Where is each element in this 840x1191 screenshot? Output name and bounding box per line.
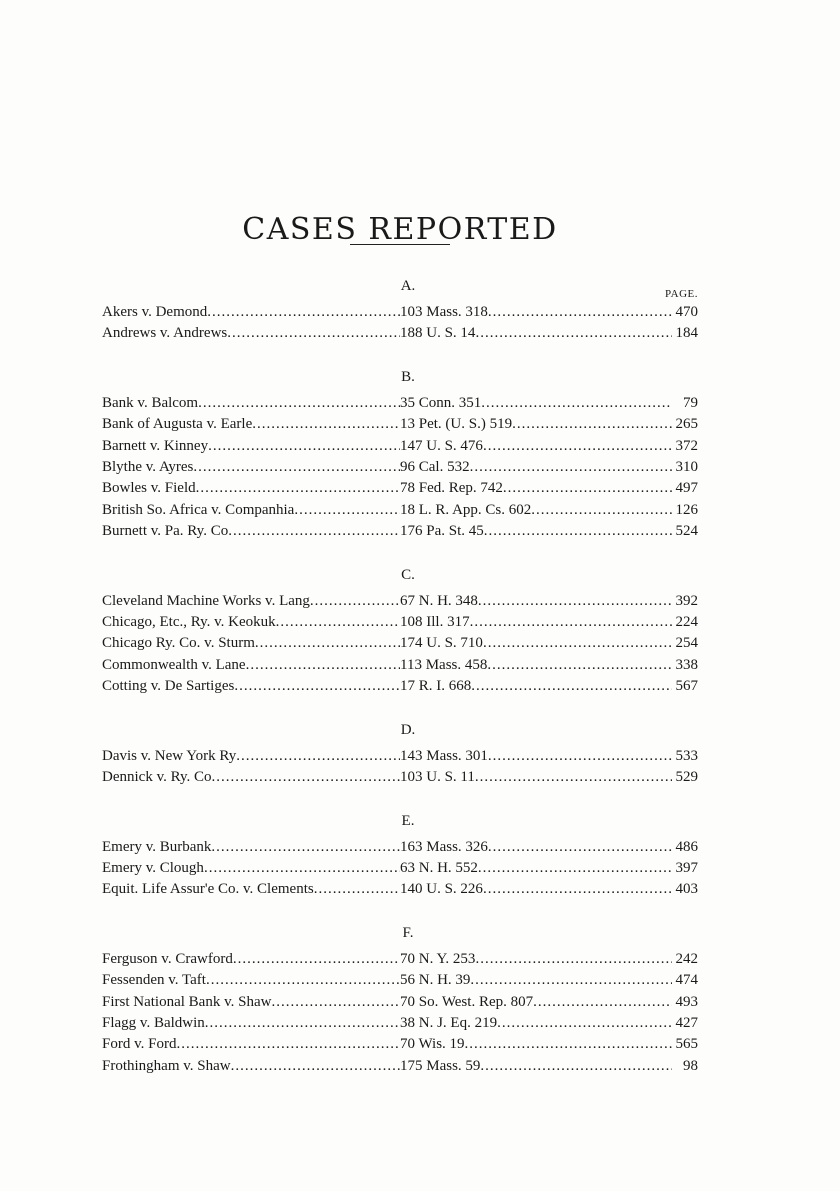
case-entry — [102, 414, 698, 435]
section-e — [102, 811, 698, 901]
leader-dots — [475, 767, 672, 788]
leader-dots — [236, 746, 400, 767]
leader-dots — [484, 521, 672, 542]
case-name: Commonwealth v. Lane — [102, 656, 246, 673]
case-entry — [102, 521, 698, 542]
case-entry — [102, 500, 698, 521]
case-citation: 108 Ill. 317 — [400, 614, 470, 631]
page-column-heading: PAGE. — [665, 288, 698, 300]
case-citation: 147 U. S. 476 — [400, 437, 483, 454]
page-title: CASES REPORTED — [242, 212, 558, 248]
page-number: 529 — [675, 769, 698, 786]
case-name: British So. Africa v. Companhia — [102, 501, 295, 518]
leader-dots — [193, 457, 400, 478]
case-entry — [102, 1056, 698, 1077]
leader-dots — [198, 393, 400, 414]
section-b — [102, 367, 698, 543]
leader-dots — [470, 970, 672, 991]
case-name: Equit. Life Assur'e Co. v. Clements — [102, 881, 314, 898]
leader-dots — [483, 879, 672, 900]
section-letter: F. — [402, 924, 414, 941]
page-number: 224 — [675, 614, 698, 631]
page-number: 427 — [675, 1014, 698, 1031]
section-d — [102, 720, 698, 789]
case-entry — [102, 970, 698, 991]
case-entry — [102, 1013, 698, 1034]
page-number: 338 — [675, 656, 698, 673]
leader-dots — [228, 521, 400, 542]
case-name: Flagg v. Baldwin — [102, 1014, 205, 1031]
case-name: Ferguson v. Crawford — [102, 950, 233, 967]
leader-dots — [531, 500, 672, 521]
case-citation: 103 U. S. 11 — [400, 769, 475, 786]
case-name: First National Bank v. Shaw — [102, 993, 272, 1010]
case-citation: 113 Mass. 458 — [400, 656, 488, 673]
section-heading-row — [102, 276, 698, 302]
page-number: 403 — [675, 881, 698, 898]
case-entry — [102, 393, 698, 414]
section-a — [102, 276, 698, 345]
leader-dots — [471, 676, 672, 697]
case-name: Bank v. Balcom — [102, 394, 199, 411]
case-citation: 70 Wis. 19 — [400, 1036, 465, 1053]
case-entry — [102, 612, 698, 633]
case-citation: 176 Pa. St. 45 — [400, 523, 484, 540]
case-citation: 67 N. H. 348 — [400, 592, 478, 609]
case-entry — [102, 676, 698, 697]
case-name: Ford v. Ford — [102, 1036, 177, 1053]
case-citation: 174 U. S. 710 — [400, 635, 483, 652]
case-name: Burnett v. Pa. Ry. Co — [102, 523, 229, 540]
case-citation: 163 Mass. 326 — [400, 838, 488, 855]
case-entry — [102, 436, 698, 457]
page-number: 533 — [675, 747, 698, 764]
section-heading-row — [102, 367, 698, 393]
page-number: 474 — [675, 972, 698, 989]
case-name: Bowles v. Field — [102, 480, 196, 497]
case-citation: 56 N. H. 39 — [400, 972, 471, 989]
case-citation: 63 N. H. 552 — [400, 859, 478, 876]
case-entry — [102, 1034, 698, 1055]
case-entry — [102, 949, 698, 970]
leader-dots — [488, 302, 672, 323]
page-number: 486 — [675, 838, 698, 855]
leader-dots — [497, 1013, 672, 1034]
leader-dots — [211, 837, 400, 858]
case-name: Cotting v. De Sartiges — [102, 678, 235, 695]
section-heading-row — [102, 923, 698, 949]
case-name: Cleveland Machine Works v. Lang — [102, 592, 310, 609]
case-citation: 70 So. West. Rep. 807 — [400, 993, 534, 1010]
case-citation: 38 N. J. Eq. 219 — [400, 1014, 498, 1031]
case-name: Dennick v. Ry. Co — [102, 769, 212, 786]
leader-dots — [276, 612, 400, 633]
case-index — [102, 276, 698, 1099]
case-citation: 70 N. Y. 253 — [400, 950, 476, 967]
case-citation: 96 Cal. 532 — [400, 459, 470, 476]
case-citation: 140 U. S. 226 — [400, 881, 483, 898]
case-entry — [102, 478, 698, 499]
leader-dots — [480, 1056, 672, 1077]
leader-dots — [231, 1056, 400, 1077]
page-number: 98 — [683, 1057, 698, 1074]
leader-dots — [207, 302, 400, 323]
section-letter: B. — [401, 368, 415, 385]
case-name: Emery v. Burbank — [102, 838, 212, 855]
case-name: Emery v. Clough — [102, 859, 204, 876]
page-number: 565 — [675, 1036, 698, 1053]
leader-dots — [314, 879, 400, 900]
case-entry — [102, 879, 698, 900]
leader-dots — [470, 457, 672, 478]
page-number: 470 — [675, 304, 698, 320]
leader-dots — [294, 500, 400, 521]
case-name: Barnett v. Kinney — [102, 437, 209, 454]
leader-dots — [481, 393, 672, 414]
section-letter: D. — [400, 721, 416, 738]
case-name: Chicago, Etc., Ry. v. Keokuk — [102, 614, 276, 631]
case-citation: 188 U. S. 14 — [400, 325, 476, 342]
leader-dots — [512, 414, 672, 435]
case-entry — [102, 633, 698, 654]
case-entry — [102, 591, 698, 612]
leader-dots — [204, 858, 400, 879]
case-entry — [102, 457, 698, 478]
leader-dots — [271, 992, 400, 1013]
case-entry — [102, 767, 698, 788]
leader-dots — [227, 323, 400, 344]
leader-dots — [478, 591, 672, 612]
page-number: 79 — [683, 394, 698, 411]
leader-dots — [503, 478, 672, 499]
leader-dots — [310, 591, 400, 612]
case-entry — [102, 323, 698, 344]
case-name: Frothingham v. Shaw — [102, 1057, 231, 1074]
case-name: Bank of Augusta v. Earle — [102, 416, 253, 433]
leader-dots — [208, 436, 400, 457]
leader-dots — [478, 858, 672, 879]
leader-dots — [176, 1034, 400, 1055]
case-citation: 103 Mass. 318 — [400, 304, 488, 320]
leader-dots — [533, 992, 672, 1013]
page-number: 524 — [675, 523, 698, 540]
page-number: 126 — [675, 501, 698, 518]
case-citation: 13 Pet. (U. S.) 519 — [400, 416, 513, 433]
case-name: Andrews v. Andrews — [102, 325, 228, 342]
section-letter: C. — [401, 566, 415, 583]
case-entry — [102, 992, 698, 1013]
page-number: 254 — [675, 635, 698, 652]
leader-dots — [246, 655, 400, 676]
page-number: 310 — [675, 459, 698, 476]
leader-dots — [206, 970, 400, 991]
page-number: 242 — [675, 950, 698, 967]
section-c — [102, 565, 698, 698]
leader-dots — [196, 478, 400, 499]
case-entry — [102, 302, 698, 323]
leader-dots — [475, 949, 672, 970]
case-citation: 78 Fed. Rep. 742 — [400, 480, 503, 497]
case-citation: 35 Conn. 351 — [400, 394, 482, 411]
case-name: Davis v. New York Ry — [102, 747, 237, 764]
section-heading-row — [102, 565, 698, 591]
leader-dots — [487, 655, 672, 676]
page-number: 265 — [675, 416, 698, 433]
case-entry — [102, 837, 698, 858]
case-name: Blythe v. Ayres — [102, 459, 194, 476]
leader-dots — [252, 414, 400, 435]
leader-dots — [233, 949, 400, 970]
case-entry — [102, 858, 698, 879]
section-heading-row — [102, 811, 698, 837]
leader-dots — [255, 633, 400, 654]
leader-dots — [475, 323, 672, 344]
case-citation: 175 Mass. 59 — [400, 1057, 481, 1074]
leader-dots — [488, 837, 672, 858]
title-rule — [350, 244, 450, 245]
leader-dots — [212, 767, 400, 788]
page-number: 397 — [675, 859, 698, 876]
case-citation: 143 Mass. 301 — [400, 747, 488, 764]
leader-dots — [483, 633, 672, 654]
case-name: Fessenden v. Taft — [102, 972, 206, 989]
page-number: 372 — [675, 437, 698, 454]
leader-dots — [470, 612, 672, 633]
page-number: 184 — [675, 325, 698, 342]
leader-dots — [483, 436, 672, 457]
page-number: 493 — [675, 993, 698, 1010]
section-letter: E. — [401, 812, 415, 829]
page-number: 497 — [675, 480, 698, 497]
section-heading-row — [102, 720, 698, 746]
leader-dots — [465, 1034, 672, 1055]
case-citation: 18 L. R. App. Cs. 602 — [400, 501, 532, 518]
leader-dots — [234, 676, 400, 697]
section-letter: A. — [400, 278, 416, 294]
case-name: Akers v. Demond — [102, 304, 208, 320]
page-number: 392 — [675, 592, 698, 609]
page-number: 567 — [675, 678, 698, 695]
section-f — [102, 923, 698, 1077]
leader-dots — [205, 1013, 400, 1034]
leader-dots — [488, 746, 672, 767]
case-entry — [102, 746, 698, 767]
case-citation: 17 R. I. 668 — [400, 678, 472, 695]
case-name: Chicago Ry. Co. v. Sturm — [102, 635, 255, 652]
case-entry — [102, 655, 698, 676]
